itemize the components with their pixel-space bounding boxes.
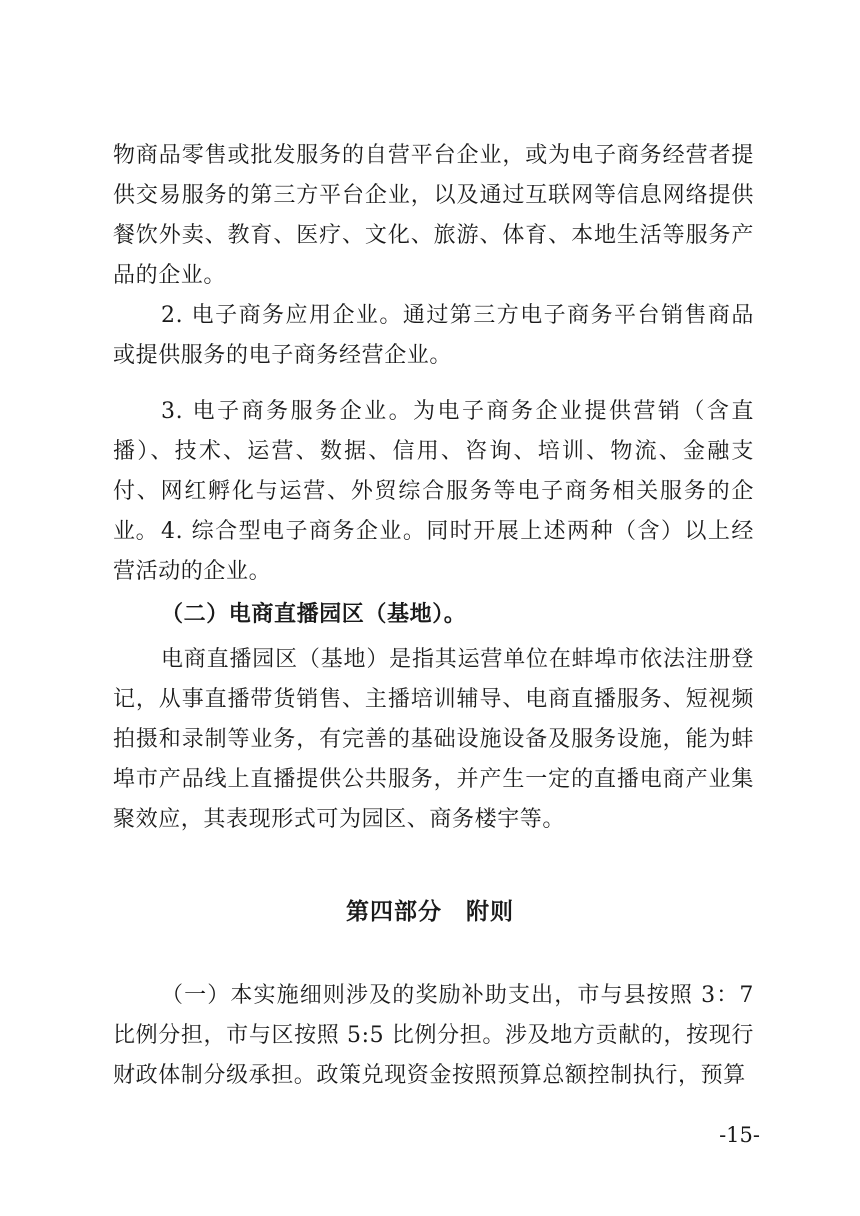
section-title: 第四部分 附则 <box>346 899 514 925</box>
ecommerce-application-paragraph: 2. 电子商务应用企业。通过第三方电子商务平台销售商品或提供服务的电子商务经营企业。 <box>113 303 754 368</box>
livestream-park-definition-paragraph: 电商直播园区（基地）是指其运营单位在蚌埠市依法注册登记，从事直播带货销售、主播培训辅导、电商直播服务、短视频拍摄和录制等业务，有完善的基础设施设备及服务设施，能为蚌埠市产品线上直播提供公共服务，并产生一定的直播电商产业集聚效应，其表现形式可为园区、商务楼宇等。 <box>113 647 754 832</box>
livestream-park-subheading: （二）电商直播园区（基地）。 <box>161 602 467 627</box>
continuation-paragraph: 物商品零售或批发服务的自营平台企业，或为电子商务经营者提供交易服务的第三方平台企业，以及通过互联网等信息网络提供餐饮外卖、教育、医疗、文化、旅游、体育、本地生活等服务产品的企业。 <box>113 143 754 288</box>
page-number: -15- <box>719 1123 760 1147</box>
appendix-paragraph-1: （一）本实施细则涉及的奖励补助支出，市与县按照 3：7 比例分担，市与区按照 5:5 比例分担。涉及地方贡献的，按现行财政体制分级承担。政策兑现资金按照预算总额控制执行，预算 <box>113 983 754 1088</box>
ecommerce-service-paragraph: 3. 电子商务服务企业。为电子商务企业提供营销（含直播）、技术、运营、数据、信用、咨询、培训、物流、金融支付、网红孵化与运营、外贸综合服务等电子商务相关服务的企业。 <box>113 399 754 544</box>
comprehensive-ecommerce-paragraph: 4. 综合型电子商务企业。同时开展上述两种（含）以上经营活动的企业。 <box>113 519 754 584</box>
